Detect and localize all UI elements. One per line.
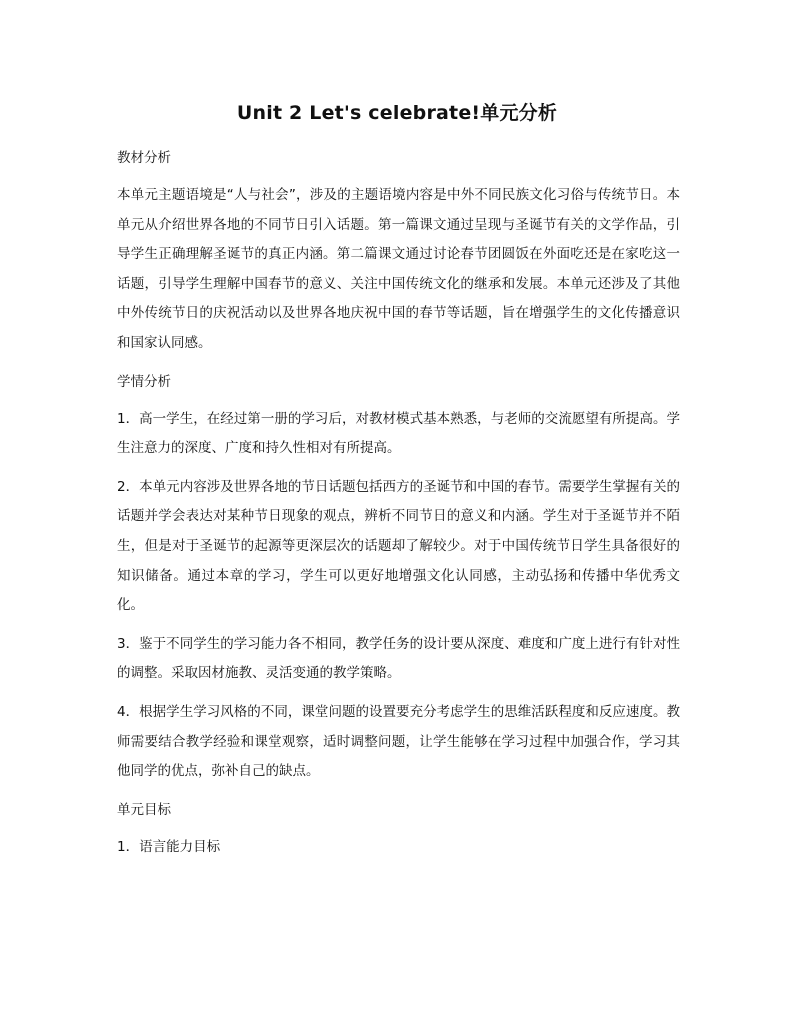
unit-goal-item-1: 1．语言能力目标 <box>117 838 221 855</box>
section-heading-learner-analysis: 学情分析 <box>117 373 171 390</box>
learner-analysis-item-1: 1．高一学生，在经过第一册的学习后，对教材模式基本熟悉，与老师的交流愿望有所提高。学生注意力的深度、广度和持久性相对有所提高。 <box>117 410 680 457</box>
learner-analysis-item-4: 4．根据学生学习风格的不同，课堂问题的设置要充分考虑学生的思维活跃程度和反应速度。教师需要结合教学经验和课堂观察，适时调整问题，让学生能够在学习过程中加强合作，学习其他同学的优点，弥补自己的缺点。 <box>117 703 680 780</box>
learner-analysis-item-3: 3．鉴于不同学生的学习能力各不相同，教学任务的设计要从深度、难度和广度上进行有针对性的调整。采取因材施教、灵活变通的教学策略。 <box>117 635 680 682</box>
textbook-analysis-paragraph: 本单元主题语境是“人与社会”，涉及的主题语境内容是中外不同民族文化习俗与传统节日。本单元从介绍世界各地的不同节日引入话题。第一篇课文通过呈现与圣诞节有关的文学作品，引导学生正确理解圣诞节的真正内涵。第二篇课文通过讨论春节团圆饭在外面吃还是在家吃这一话题，引导学生理解中国春节的意义、关注中国传统文化的继承和发展。本单元还涉及了其他中外传统节日的庆祝活动以及世界各地庆祝中国的春节等话题，旨在增强学生的文化传播意识和国家认同感。 <box>117 187 680 351</box>
document-title: Unit 2 Let's celebrate!单元分析 <box>236 102 558 124</box>
document-body <box>117 144 680 871</box>
section-heading-unit-goals: 单元目标 <box>117 801 171 818</box>
section-heading-textbook-analysis: 教材分析 <box>117 150 171 166</box>
learner-analysis-item-2: 2．本单元内容涉及世界各地的节日话题包括西方的圣诞节和中国的春节。需要学生掌握有关的话题并学会表达对某种节日现象的观点，辨析不同节日的意义和内涵。学生对于圣诞节并不陌生，但是对于圣诞节的起源等更深层次的话题却了解较少。对于中国传统节日学生具备很好的知识储备。通过本章的学习，学生可以更好地增强文化认同感，主动弘扬和传播中华优秀文化。 <box>117 478 680 614</box>
